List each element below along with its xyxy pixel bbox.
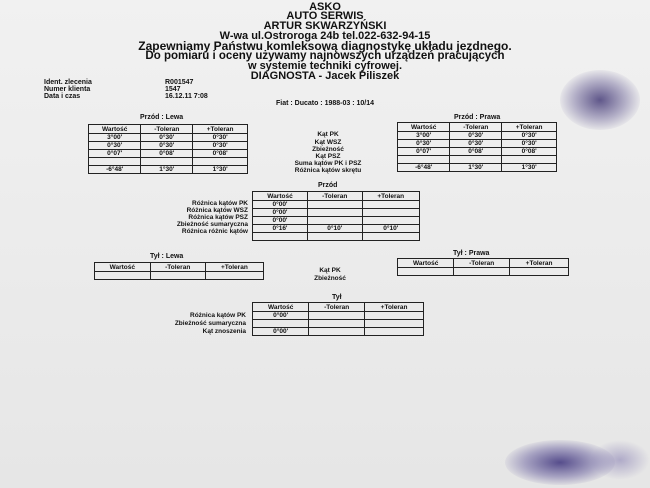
front-total-toe-label: Zbieżność sumaryczna: [176, 221, 248, 228]
front-label-pk: Kąt PK: [317, 131, 339, 138]
table-header-row: [89, 125, 248, 134]
table-cell: 0°16': [253, 225, 308, 233]
table-header-row: [398, 259, 569, 268]
owner-name: ARTUR SKWARZYŃSKI: [263, 20, 387, 32]
front-diff-of-diff-label: Różnica różnic kątów: [181, 228, 248, 235]
table-cell: [309, 320, 365, 328]
rear-table: [252, 302, 424, 336]
front-title: Przód: [318, 182, 338, 189]
table-cell: 3°00': [398, 132, 450, 140]
rear-right-table: [397, 258, 569, 276]
table-cell: [502, 156, 557, 164]
table-cell: [362, 233, 420, 241]
table-row: [253, 320, 424, 328]
customer-number-value: 1547: [165, 86, 181, 93]
table-header-row: [398, 123, 557, 132]
front-table: [252, 191, 420, 241]
table-cell: [89, 158, 141, 166]
front-label-wsz: Kąt WSZ: [314, 139, 342, 146]
table-cell: -6°48': [398, 164, 450, 172]
date-time-label: Data i czas: [44, 93, 81, 100]
table-row: [89, 166, 248, 174]
date-time-value: 16.12.11 7:08: [165, 93, 208, 100]
table-cell: [309, 328, 365, 336]
table-cell: [307, 217, 362, 225]
table-cell: 0°30': [141, 134, 193, 142]
table-cell: 0°07': [89, 150, 141, 158]
customer-number-label: Numer klienta: [44, 86, 91, 93]
column-header: Wartość: [253, 192, 308, 201]
table-row: [253, 312, 424, 320]
table-row: [253, 233, 420, 241]
table-cell: 0°10': [362, 225, 420, 233]
table-cell: [307, 209, 362, 217]
thrust-angle-label: Kąt znoszenia: [202, 328, 246, 335]
front-diff-psz-label: Różnica kątów PSZ: [188, 214, 248, 221]
column-header: +Toleran: [362, 192, 420, 201]
column-header: -Toleran: [150, 263, 205, 272]
table-row: [89, 150, 248, 158]
column-header: +Toleran: [502, 123, 557, 132]
table-cell: [253, 320, 309, 328]
ink-smudge: [590, 440, 650, 480]
table-row: [95, 272, 264, 280]
column-header: +Toleran: [510, 259, 569, 268]
table-row: [398, 156, 557, 164]
table-cell: [398, 156, 450, 164]
table-cell: 0°10': [307, 225, 362, 233]
table-cell: [307, 233, 362, 241]
table-cell: [450, 156, 502, 164]
front-label-sum: Suma kątów PK i PSZ: [294, 160, 362, 167]
ink-smudge: [505, 440, 615, 485]
column-header: -Toleran: [454, 259, 510, 268]
table-cell: [307, 201, 362, 209]
table-cell: 0°30': [502, 132, 557, 140]
table-cell: [362, 201, 420, 209]
column-header: Wartość: [89, 125, 141, 134]
table-header-row: [95, 263, 264, 272]
front-label-toe: Zbieżność: [312, 146, 344, 153]
rear-left-table: [94, 262, 264, 280]
company-address: W-wa ul.Ostroroga 24b tel.022-632-94-15: [219, 30, 431, 42]
rear-right-title: Tył : Prawa: [453, 250, 490, 257]
table-cell: 0°30': [502, 140, 557, 148]
table-cell: 0°00': [253, 217, 308, 225]
table-cell: 0°07': [398, 148, 450, 156]
slogan-line: Do pomiaru i oceny używamy najnowszych urządzeń pracujących: [145, 50, 505, 62]
table-cell: 1°30': [141, 166, 193, 174]
slogan-line: Zapewniamy Państwu komleksową diagnostykę układu jezdnego.: [138, 39, 512, 53]
table-cell: 0°30': [398, 140, 450, 148]
front-left-table: [88, 124, 248, 174]
table-row: [253, 328, 424, 336]
table-cell: [365, 328, 424, 336]
order-id-label: Ident. zlecenia: [44, 79, 92, 86]
company-name: ASKO: [309, 1, 341, 13]
table-row: [398, 132, 557, 140]
table-cell: [141, 158, 193, 166]
column-header: -Toleran: [450, 123, 502, 132]
front-right-title: Przód : Prawa: [454, 114, 501, 121]
front-right-table: [397, 122, 557, 172]
column-header: Wartość: [95, 263, 151, 272]
table-cell: 0°30': [89, 142, 141, 150]
table-cell: -6°48': [89, 166, 141, 174]
table-cell: 0°00': [253, 328, 309, 336]
column-header: Wartość: [398, 123, 450, 132]
table-row: [89, 134, 248, 142]
table-cell: 0°30': [193, 142, 248, 150]
rear-left-title: Tył : Lewa: [150, 253, 184, 260]
rear-label-pk: Kąt PK: [319, 267, 341, 274]
table-cell: 0°08': [193, 150, 248, 158]
front-diff-pk-label: Różnica kątów PK: [192, 200, 248, 207]
table-cell: [362, 217, 420, 225]
table-row: [89, 158, 248, 166]
table-cell: 0°30': [193, 134, 248, 142]
table-header-row: [253, 303, 424, 312]
column-header: +Toleran: [205, 263, 263, 272]
table-cell: [365, 312, 424, 320]
front-diff-wsz-label: Różnica kątów WSZ: [186, 207, 248, 214]
table-row: [89, 142, 248, 150]
column-header: +Toleran: [365, 303, 424, 312]
table-cell: 0°08': [502, 148, 557, 156]
slogan-line: w systemie techniki cyfrowej.: [247, 60, 403, 72]
column-header: Wartość: [398, 259, 454, 268]
column-header: +Toleran: [193, 125, 248, 134]
table-cell: [362, 209, 420, 217]
company-subtitle: AUTO SERWIS: [286, 10, 364, 22]
table-cell: 0°00': [253, 201, 308, 209]
table-cell: 0°08': [450, 148, 502, 156]
rear-title: Tył: [332, 294, 342, 301]
order-id-value: R001547: [165, 79, 194, 86]
table-cell: [309, 312, 365, 320]
front-label-psz: Kąt PSZ: [315, 153, 341, 160]
table-cell: 0°30': [450, 132, 502, 140]
column-header: -Toleran: [141, 125, 193, 134]
column-header: -Toleran: [309, 303, 365, 312]
table-cell: [253, 233, 308, 241]
table-row: [398, 140, 557, 148]
table-row: [253, 225, 420, 233]
column-header: Wartość: [253, 303, 309, 312]
rear-diff-pk-label: Różnica kątów PK: [190, 312, 246, 319]
table-cell: [193, 158, 248, 166]
table-cell: 0°00': [253, 209, 308, 217]
table-cell: 0°30': [450, 140, 502, 148]
rear-total-toe-label: Zbieżność sumaryczna: [174, 320, 246, 327]
rear-label-toe: Zbieżność: [314, 275, 346, 282]
table-header-row: [253, 192, 420, 201]
table-row: [398, 268, 569, 276]
diagnostician: DIAGNOSTA - Jacek Piliszek: [250, 70, 400, 82]
front-label-steer: Różnica kątów skrętu: [294, 167, 362, 174]
table-cell: 1°30': [450, 164, 502, 172]
table-row: [253, 217, 420, 225]
table-cell: 0°30': [141, 142, 193, 150]
front-left-title: Przód : Lewa: [140, 114, 184, 121]
table-row: [253, 201, 420, 209]
table-row: [253, 209, 420, 217]
table-cell: 3°00': [89, 134, 141, 142]
table-cell: 0°00': [253, 312, 309, 320]
table-row: [398, 148, 557, 156]
table-cell: 0°08': [141, 150, 193, 158]
table-cell: [365, 320, 424, 328]
table-cell: 1°30': [502, 164, 557, 172]
table-row: [398, 164, 557, 172]
table-cell: 1°30': [193, 166, 248, 174]
column-header: -Toleran: [307, 192, 362, 201]
vehicle-model: Fiat : Ducato : 1988-03 : 10/14: [275, 100, 375, 107]
